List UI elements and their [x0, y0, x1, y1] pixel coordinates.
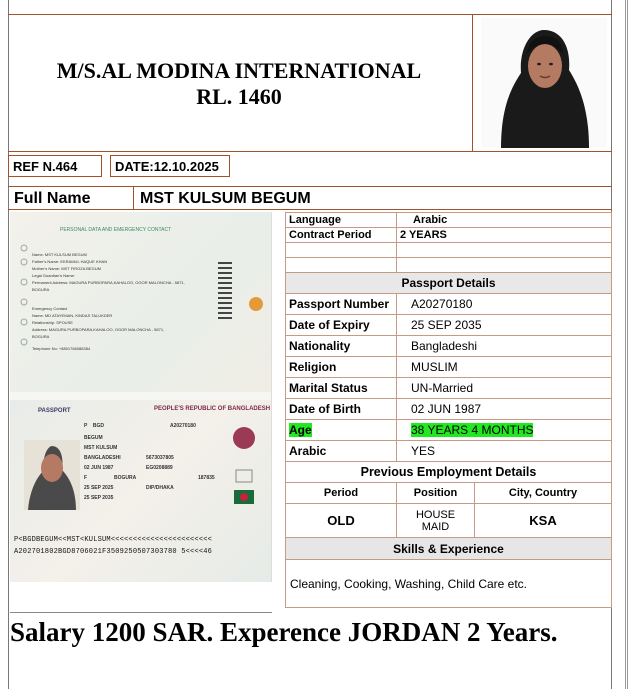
scan-side-marks-icon: [18, 242, 30, 352]
passport-scan: [10, 212, 272, 582]
full-name-label: Full Name: [8, 187, 134, 209]
table-row: [286, 483, 612, 504]
scan-line: Mother's Name: MST FIROZA BEGUM: [32, 266, 101, 271]
scan-mrz-line1: P<BGDBEGUM<<MST<KULSUM<<<<<<<<<<<<<<<<<<<<<<<: [14, 536, 213, 544]
table-row: [286, 560, 612, 608]
marital-status-label: Marital Status: [286, 378, 397, 399]
religion-value: MUSLIM: [397, 357, 612, 378]
language-label: Language: [286, 213, 397, 228]
scan-emblem-icon: [232, 426, 258, 506]
photo-box: [472, 14, 612, 152]
age-label-cell: [286, 420, 397, 441]
employment-col-period: Period: [286, 483, 397, 504]
nationality-value: Bangladeshi: [397, 336, 612, 357]
table-row: [286, 273, 612, 294]
arabic-label: Arabic: [286, 441, 397, 462]
employment-location: KSA: [475, 504, 612, 538]
passport-page-personal-data: [10, 212, 272, 392]
passport-details-header: Passport Details: [286, 273, 612, 294]
scan-passport-word: PASSPORT: [38, 408, 71, 414]
scan-given-name: MST KULSUM: [84, 445, 118, 451]
table-row: [286, 336, 612, 357]
agency-name: [14, 58, 464, 110]
scan-surname: BEGUM: [84, 435, 103, 441]
ref-row: [8, 155, 230, 177]
scan-line: Legal Guardian's Name:: [32, 273, 76, 278]
skills-header: Skills & Experience: [286, 538, 612, 560]
scan-nationality: BANGLADESHI: [84, 455, 121, 461]
contract-period-value: 2 YEARS: [397, 228, 612, 243]
agency-name-line1: M/S.AL MODINA INTERNATIONAL: [56, 58, 422, 83]
scan-line: Permanent Address: MAGURA PURBOPARA,KAHALOO, OGOR MALONCHA - 5871,: [32, 280, 185, 285]
employment-col-location: City, Country: [475, 483, 612, 504]
full-name-value: MST KULSUM BEGUM: [140, 190, 311, 207]
scan-barcode-icon: [218, 262, 268, 342]
ref-number: REF N.464: [8, 155, 102, 177]
scan-passport-number: A20270180: [170, 423, 196, 429]
scan-expiry: 25 SEP 2035: [84, 495, 114, 501]
table-row: [286, 213, 612, 228]
agency-license: RL. 1460: [196, 84, 282, 109]
table-row: [286, 294, 612, 315]
employment-col-position: Position: [397, 483, 475, 504]
scan-dob: 02 JUN 1987: [84, 465, 114, 471]
arabic-value: YES: [397, 441, 612, 462]
passport-number-label: Passport Number: [286, 294, 397, 315]
employment-position-line2: MAID: [421, 520, 450, 533]
skills-text: Cleaning, Cooking, Washing, Child Care etc.: [286, 560, 612, 608]
dob-value: 02 JUN 1987: [397, 399, 612, 420]
passport-page-biodata: [10, 400, 272, 582]
scan-line: Name: MST KULSUM BEGUM: [32, 252, 87, 257]
scan-line: BOGURA: [32, 287, 50, 292]
scan-personal-no: 5673037805: [146, 455, 174, 461]
employment-period: OLD: [286, 504, 397, 538]
scan-type-code: P BGD: [84, 423, 105, 429]
scan-portrait-icon: [24, 440, 80, 510]
scan-prev-passport: EG0208889: [146, 465, 173, 471]
scan-page1-title: PERSONAL DATA AND EMERGENCY CONTACT: [60, 227, 172, 233]
ref-date: DATE:12.10.2025: [110, 155, 230, 177]
age-value: 38 YEARS 4 MONTHS: [411, 423, 534, 437]
table-row: [286, 420, 612, 441]
passport-number-value: A20270180: [397, 294, 612, 315]
employment-position-line1: HOUSE: [415, 508, 456, 521]
religion-label: Religion: [286, 357, 397, 378]
scan-line: Name: MD ATAYEMAN, KINDAS TALUKDER: [32, 313, 113, 318]
nationality-label: Nationality: [286, 336, 397, 357]
scan-line: Relationship: SPOUSE: [32, 320, 73, 325]
table-row: [286, 258, 612, 273]
age-label: Age: [289, 423, 312, 437]
scan-line: Father's Name: EKRAMUL HAQUE KHAN: [32, 259, 108, 264]
details-table: [285, 212, 612, 608]
salary-experience-text: Salary 1200 SAR. Experence JORDAN 2 Years.: [10, 617, 558, 647]
table-row: [286, 538, 612, 560]
scan-authority: DIP/DHAKA: [146, 485, 174, 491]
scan-line: Address: MAGURA PURBOPARA,KAHALOO, OGOR MALONCHA - 5871,: [32, 327, 165, 332]
marital-status-value: UN-Married: [397, 378, 612, 399]
employment-header: Previous Employment Details: [286, 462, 612, 483]
table-row: [286, 315, 612, 336]
scan-line: Emergency Contact: [32, 306, 68, 311]
table-row: [286, 243, 612, 258]
expiry-label: Date of Expiry: [286, 315, 397, 336]
scan-sex: F: [84, 475, 88, 481]
contract-period-label: Contract Period: [286, 228, 397, 243]
table-row: [286, 228, 612, 243]
age-value-cell: [397, 420, 612, 441]
scan-line: BOGURA: [32, 334, 50, 339]
scan-mrz-line2: A202701802BGD8706021F3509250507303780 5<<<<46: [14, 548, 213, 556]
employment-position: [397, 504, 475, 538]
scan-country-header: PEOPLE'S REPUBLIC OF BANGLADESH: [154, 406, 271, 412]
table-row: [286, 378, 612, 399]
full-name-row: [8, 186, 612, 210]
language-value: Arabic: [397, 213, 612, 228]
table-row: [286, 462, 612, 483]
scan-birthplace: BOGURA: [114, 475, 137, 481]
table-row: [286, 357, 612, 378]
scan-serial: 187835: [198, 475, 215, 481]
table-row: [286, 504, 612, 538]
candidate-photo: [481, 18, 607, 148]
divider: [10, 612, 272, 613]
dob-label: Date of Birth: [286, 399, 397, 420]
table-row: [286, 399, 612, 420]
scan-line: Telephone No: +8801766088384: [32, 346, 91, 351]
expiry-value: 25 SEP 2035: [397, 315, 612, 336]
table-row: [286, 441, 612, 462]
scan-issue-date: 25 SEP 2025: [84, 485, 114, 491]
